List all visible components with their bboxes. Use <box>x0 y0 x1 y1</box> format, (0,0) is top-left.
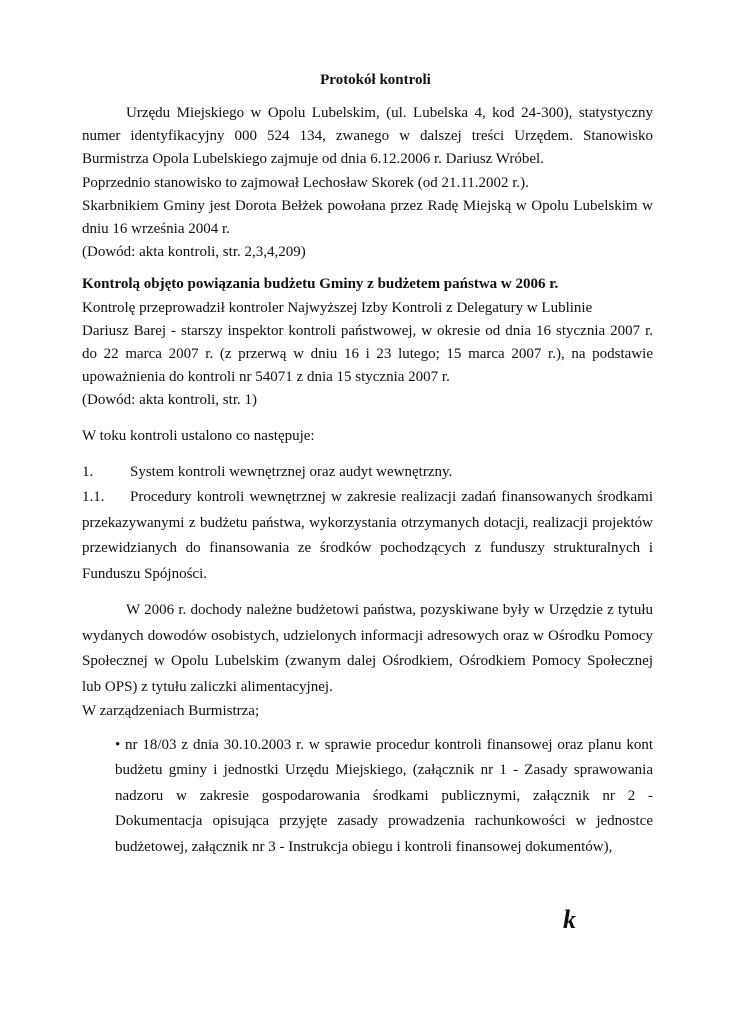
section-1-1-text: Procedury kontroli wewnętrznej w zakresie realizacji zadań finansowanych środkami przekazywanymi z budżetu państwa, wykorzystania otrzymanych dotacji, realizacji projektów przewidzianych do finansowania ze środków pochodzących z funduszy strukturalnych i Funduszu Spójności. <box>82 489 653 582</box>
list-item <box>115 733 653 861</box>
document-body <box>82 102 653 860</box>
intro-paragraph: Urzędu Miejskiego w Opolu Lubelskim, (ul. Lubelska 4, kod 24-300), statystyczny numer identyfikacyjny 000 524 134, zwanego w dalszej treści Urzędem. Stanowisko Burmistrza Opola Lubelskiego zajmuje od dnia 6.12.2006 r. Dariusz Wróbel. <box>82 105 653 168</box>
section-1-number: 1. <box>82 463 94 480</box>
findings-intro: W toku kontroli ustalono co następuje: <box>82 427 315 444</box>
orders-intro: W zarządzeniach Burmistrza; <box>82 703 260 720</box>
inspector-paragraph-2: Dariusz Barej - starszy inspektor kontroli państwowej, w okresie od dnia 16 stycznia 2007 r. do 22 marca 2007 r. (z przerwą w dniu 16 i 23 lutego; 15 marca 2007 r.), na podstawie upoważnienia do kontroli nr 54071 z dnia 15 stycznia 2007 r. <box>82 322 653 386</box>
section-1-title: System kontroli wewnętrznej oraz audyt wewnętrzny. <box>130 463 453 480</box>
handwritten-initial: k <box>563 905 576 934</box>
bullet-icon: • <box>115 736 121 753</box>
previous-mayor-paragraph: Poprzednio stanowisko to zajmował Lechosław Skorek (od 21.11.2002 r.). <box>82 174 529 191</box>
evidence-note-1: (Dowód: akta kontroli, str. 2,3,4,209) <box>82 244 306 261</box>
document-title: Protokół kontroli <box>320 72 431 88</box>
section-1-1-number: 1.1. <box>82 489 105 506</box>
evidence-note-2: (Dowód: akta kontroli, str. 1) <box>82 392 257 409</box>
inspector-paragraph-1: Kontrolę przeprowadził kontroler Najwyższej Izby Kontroli z Delegatury w Lublinie <box>82 299 593 316</box>
treasurer-paragraph: Skarbnikiem Gminy jest Dorota Bełżek powołana przez Radę Miejską w Opolu Lubelskim w dniu 16 września 2004 r. <box>82 197 653 238</box>
scope-heading: Kontrolą objęto powiązania budżetu Gminy z budżetem państwa w 2006 r. <box>82 276 559 293</box>
list-item-text: nr 18/03 z dnia 30.10.2003 r. w sprawie procedur kontroli finansowej oraz planu kont budżetu gminy i jednostki Urzędu Miejskiego, (załącznik nr 1 - Zasady sprawowania nadzoru w zakresie gospodarowania środkami publicznymi, załącznik nr 2 - Dokumentacja opisująca przyjęte zasady prowadzenia rachunkowości w jednostce budżetowej, załącznik nr 3 - Instrukcja obiegu i kontroli finansowej dokumentów), <box>115 736 653 855</box>
orders-list <box>82 733 653 861</box>
section-1 <box>82 460 653 486</box>
section-1-1 <box>82 485 653 587</box>
revenue-paragraph: W 2006 r. dochody należne budżetowi państwa, pozyskiwane były w Urzędzie z tytułu wydanych dowodów osobistych, udzielonych informacji adresowych oraz w Ośrodku Pomocy Społecznej w Opolu Lubelskim (zwanym dalej Ośrodkiem, Ośrodkiem Pomocy Społecznej lub OPS) z tytułu zaliczki alimentacyjnej. <box>82 602 653 695</box>
